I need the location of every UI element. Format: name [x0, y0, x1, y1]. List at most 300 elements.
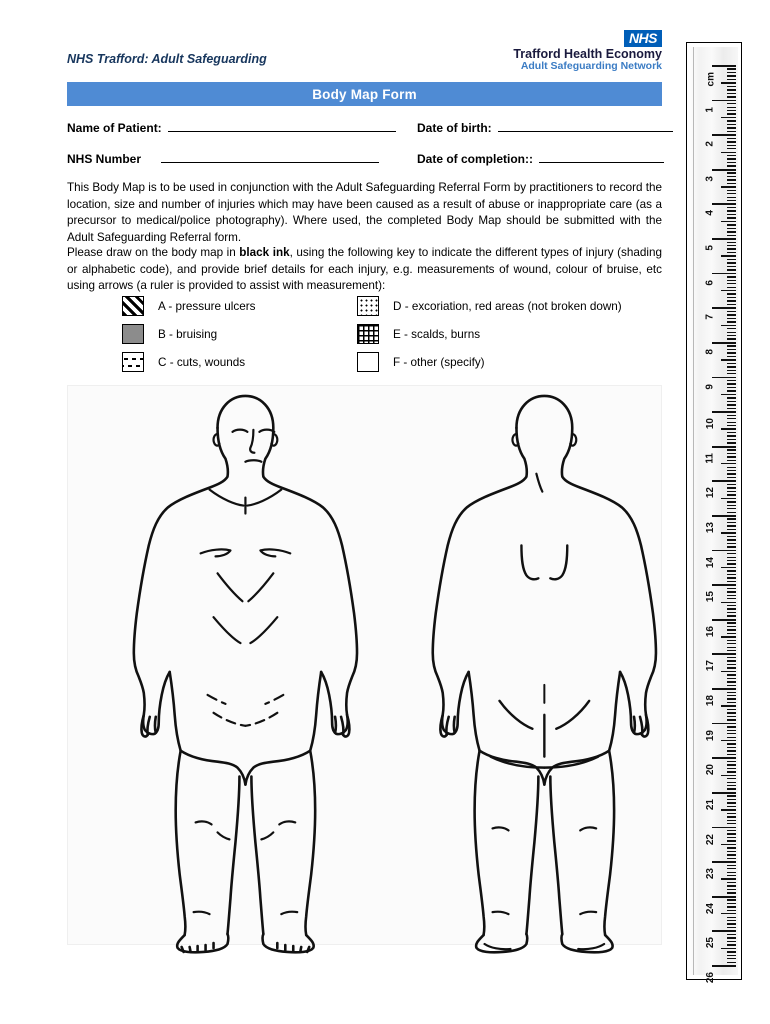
- ruler-tick: [727, 89, 736, 90]
- field-date-of-birth: [417, 120, 673, 135]
- nhs-logo: NHS: [624, 30, 662, 47]
- ruler-tick: [727, 529, 736, 530]
- ruler-tick: [727, 422, 736, 423]
- legend-label-e: E - scalds, burns: [393, 327, 481, 341]
- ruler-tick: [727, 598, 736, 599]
- ruler-tick: [727, 813, 736, 814]
- ruler-tick: [727, 833, 736, 834]
- ruler-tick: [727, 449, 736, 450]
- ruler-tick: [712, 480, 736, 482]
- ruler-tick: [727, 865, 736, 866]
- ruler-tick: [727, 432, 736, 433]
- ruler-tick: [727, 820, 736, 821]
- ruler-tick: [727, 885, 736, 886]
- legend-label-b: B - bruising: [158, 327, 218, 341]
- pattern-swatch-diagonal-hatch-icon: [122, 296, 144, 316]
- ruler-tick: [727, 269, 736, 270]
- ruler-tick: [712, 757, 736, 759]
- ruler-tick: [721, 878, 736, 879]
- ruler-tick: [712, 134, 736, 136]
- ruler-tick: [727, 577, 736, 578]
- ruler-number: 24: [705, 902, 716, 914]
- ruler-tick: [727, 560, 736, 561]
- ruler-tick: [727, 453, 736, 454]
- ruler-tick: [712, 273, 736, 275]
- ruler-tick: [712, 619, 736, 621]
- ruler-unit-label: cm: [705, 72, 716, 87]
- ruler-tick: [727, 477, 736, 478]
- ruler-tick: [727, 937, 736, 938]
- ruler-tick: [727, 487, 736, 488]
- ruler-tick: [727, 595, 736, 596]
- ruler-tick: [727, 626, 736, 627]
- ruler-tick: [727, 518, 736, 519]
- date-of-birth-input[interactable]: [498, 120, 673, 132]
- adult-safeguarding-network-label: Adult Safeguarding Network: [520, 59, 662, 72]
- ruler-tick: [727, 124, 736, 125]
- legend-column-left: [122, 292, 255, 376]
- pattern-swatch-dashes-icon: [122, 352, 144, 372]
- ruler-tick: [712, 411, 736, 413]
- ruler-tick: [727, 145, 736, 146]
- ruler-tick: [727, 847, 736, 848]
- ruler-tick: [727, 283, 736, 284]
- ruler-tick: [727, 318, 736, 319]
- ruler-tick: [727, 276, 736, 277]
- ruler-tick: [727, 823, 736, 824]
- ruler-tick: [727, 491, 736, 492]
- ruler-tick: [727, 505, 736, 506]
- ruler-tick: [727, 297, 736, 298]
- ruler-tick: [721, 705, 736, 706]
- ruler-tick: [721, 740, 736, 741]
- ruler-tick: [727, 685, 736, 686]
- ruler-tick: [727, 899, 736, 900]
- ruler-tick: [727, 252, 736, 253]
- legend-item-c: [122, 348, 255, 376]
- ruler-tick: [727, 352, 736, 353]
- ruler-scale: [690, 47, 738, 984]
- ruler-tick: [727, 383, 736, 384]
- ruler-tick: [727, 242, 736, 243]
- ruler-tick: [727, 747, 736, 748]
- ruler-tick: [727, 103, 736, 104]
- field-date-of-completion: [417, 151, 664, 166]
- ruler-tick: [712, 861, 736, 863]
- ruler-number: 13: [705, 522, 716, 534]
- ruler-number: 3: [705, 175, 716, 182]
- injury-key-legend: [67, 292, 662, 376]
- ruler-tick: [727, 165, 736, 166]
- ruler-tick: [727, 840, 736, 841]
- ruler-tick: [727, 96, 736, 97]
- intro-paragraph: This Body Map is to be used in conjunction with the Adult Safeguarding Referral Form by practitioners to record the location, size and number of injuries which may have been caused as a result of abuse or inappropriate care (as a precursor to medical/police photography). Where used, the completed Body Map should be submitted with the Adult Safeguarding Referral form.: [67, 181, 662, 244]
- ruler-tick: [727, 131, 736, 132]
- ruler-tick: [727, 782, 736, 783]
- ruler-tick: [727, 162, 736, 163]
- ruler-tick: [727, 574, 736, 575]
- ruler-number: 14: [705, 556, 716, 568]
- instruction-text-pre: Please draw on the body map in: [67, 246, 240, 259]
- ruler-tick: [727, 557, 736, 558]
- pattern-swatch-solid-grey-icon: [122, 324, 144, 344]
- ruler-tick: [712, 169, 736, 171]
- ruler-tick: [727, 917, 736, 918]
- ruler-tick: [727, 726, 736, 727]
- instruction-text-emphasis: black ink: [239, 246, 290, 259]
- ruler-tick: [727, 563, 736, 564]
- ruler-tick: [727, 785, 736, 786]
- ruler-tick: [727, 851, 736, 852]
- ruler-tick: [727, 214, 736, 215]
- instruction-paragraph: [67, 245, 662, 295]
- ruler-tick: [721, 394, 736, 395]
- ruler-tick: [727, 889, 736, 890]
- ruler-tick: [712, 827, 736, 829]
- ruler-tick: [727, 501, 736, 502]
- ruler-tick: [727, 681, 736, 682]
- ruler-tick: [727, 588, 736, 589]
- ruler-tick: [727, 473, 736, 474]
- ruler-number: 6: [705, 279, 716, 286]
- ruler-number: 8: [705, 348, 716, 355]
- ruler-tick: [727, 207, 736, 208]
- ruler-tick: [727, 622, 736, 623]
- legend-column-right: [357, 292, 622, 376]
- ruler-tick: [727, 858, 736, 859]
- ruler-tick: [727, 408, 736, 409]
- ruler-tick: [727, 224, 736, 225]
- ruler-tick: [727, 709, 736, 710]
- ruler-tick: [727, 539, 736, 540]
- ruler-tick: [712, 342, 736, 344]
- ruler-tick: [727, 183, 736, 184]
- ruler-tick: [727, 795, 736, 796]
- ruler-tick: [712, 584, 736, 586]
- ruler-tick: [712, 65, 736, 67]
- ruler-tick: [727, 356, 736, 357]
- ruler-tick: [727, 660, 736, 661]
- ruler-tick: [727, 962, 736, 963]
- ruler-number: 10: [705, 418, 716, 430]
- ruler-tick: [727, 605, 736, 606]
- ruler-tick: [727, 321, 736, 322]
- legend-item-e: [357, 320, 622, 348]
- ruler-tick: [727, 210, 736, 211]
- ruler-tick: [727, 608, 736, 609]
- ruler-number: 12: [705, 487, 716, 499]
- legend-item-b: [122, 320, 255, 348]
- ruler-tick: [727, 546, 736, 547]
- ruler-tick: [721, 117, 736, 118]
- ruler-tick: [727, 401, 736, 402]
- ruler-tick: [727, 643, 736, 644]
- field-row-1: [67, 118, 662, 166]
- ruler-tick: [727, 259, 736, 260]
- ruler-tick: [727, 349, 736, 350]
- ruler-tick: [727, 158, 736, 159]
- ruler-tick: [712, 515, 736, 517]
- ruler-tick: [721, 221, 736, 222]
- ruler-tick: [727, 553, 736, 554]
- ruler-number: 4: [705, 210, 716, 217]
- ruler-tick: [727, 941, 736, 942]
- field-name-of-patient: [67, 120, 396, 135]
- ruler-tick: [727, 235, 736, 236]
- ruler-tick: [727, 93, 736, 94]
- ruler-tick: [727, 934, 736, 935]
- ruler-tick: [727, 958, 736, 959]
- ruler-tick: [727, 667, 736, 668]
- ruler-tick: [727, 920, 736, 921]
- ruler-number: 5: [705, 245, 716, 251]
- ruler-tick: [727, 366, 736, 367]
- nhs-logo-block: [513, 30, 662, 72]
- ruler-tick: [727, 882, 736, 883]
- ruler-tick: [727, 923, 736, 924]
- ruler-tick: [712, 792, 736, 794]
- ruler-number: 17: [705, 660, 716, 672]
- ruler-tick: [727, 754, 736, 755]
- ruler-tick: [727, 304, 736, 305]
- ruler-tick: [727, 370, 736, 371]
- ruler-number: 9: [705, 383, 716, 390]
- ruler-tick: [727, 778, 736, 779]
- ruler-number: 11: [705, 452, 716, 464]
- ruler-tick: [712, 377, 736, 379]
- ruler-tick: [721, 428, 736, 429]
- ruler-tick: [727, 387, 736, 388]
- ruler-tick: [727, 525, 736, 526]
- ruler-tick: [727, 764, 736, 765]
- ruler-tick: [721, 532, 736, 533]
- ruler-tick: [727, 543, 736, 544]
- ruler-tick: [727, 712, 736, 713]
- ruler-tick: [727, 903, 736, 904]
- ruler-tick: [727, 138, 736, 139]
- ruler-tick: [727, 245, 736, 246]
- ruler-tick: [727, 86, 736, 87]
- ruler-tick: [721, 913, 736, 914]
- ruler-tick: [727, 141, 736, 142]
- ruler-tick: [721, 844, 736, 845]
- ruler-tick: [712, 307, 736, 309]
- ruler-tick: [727, 470, 736, 471]
- ruler-tick: [727, 380, 736, 381]
- ruler-number: 22: [705, 833, 716, 845]
- ruler-tick: [727, 335, 736, 336]
- ruler-number: 25: [705, 937, 716, 949]
- legend-item-d: [357, 292, 622, 320]
- ruler-tick: [712, 238, 736, 240]
- ruler-tick: [727, 155, 736, 156]
- ruler-number: 1: [705, 106, 716, 113]
- ruler-tick: [727, 951, 736, 952]
- ruler-tick: [727, 345, 736, 346]
- ruler-tick: [727, 927, 736, 928]
- ruler-number: 15: [705, 591, 716, 603]
- nhs-number-input[interactable]: [161, 151, 379, 163]
- ruler-tick: [727, 854, 736, 855]
- ruler-tick: [721, 948, 736, 949]
- ruler-tick: [727, 415, 736, 416]
- ruler-tick: [727, 404, 736, 405]
- ruler-tick: [727, 788, 736, 789]
- org-title: NHS Trafford: Adult Safeguarding: [67, 52, 267, 66]
- ruler-tick: [727, 695, 736, 696]
- nhs-number-label: NHS Number: [67, 152, 142, 166]
- pattern-swatch-dots-icon: [357, 296, 379, 316]
- ruler-tick: [727, 591, 736, 592]
- ruler-number: 20: [705, 764, 716, 776]
- ruler-tick: [727, 702, 736, 703]
- banner-title: Body Map Form: [67, 82, 662, 106]
- ruler-tick: [727, 120, 736, 121]
- ruler-tick: [712, 100, 736, 102]
- ruler-tick: [727, 113, 736, 114]
- ruler-tick: [727, 640, 736, 641]
- ruler-tick: [727, 678, 736, 679]
- ruler-tick: [712, 688, 736, 690]
- ruler-tick: [712, 653, 736, 655]
- ruler-tick: [727, 79, 736, 80]
- ruler-tick: [727, 806, 736, 807]
- ruler-tick: [721, 671, 736, 672]
- ruler-tick: [727, 733, 736, 734]
- name-of-patient-input[interactable]: [168, 120, 396, 132]
- ruler-number: 16: [705, 625, 716, 637]
- ruler-tick: [727, 647, 736, 648]
- ruler-tick: [727, 373, 736, 374]
- ruler-edge: [693, 47, 694, 975]
- ruler-tick: [721, 567, 736, 568]
- ruler-tick: [727, 837, 736, 838]
- date-of-completion-label: Date of completion::: [417, 152, 533, 166]
- ruler-tick: [712, 203, 736, 205]
- legend-label-a: A - pressure ulcers: [158, 299, 256, 313]
- ruler-tick: [727, 287, 736, 288]
- ruler-tick: [727, 435, 736, 436]
- ruler-tick: [727, 266, 736, 267]
- ruler-tick: [721, 359, 736, 360]
- ruler-tick: [727, 300, 736, 301]
- ruler-tick: [727, 217, 736, 218]
- ruler-tick: [727, 456, 736, 457]
- ruler-tick: [727, 872, 736, 873]
- ruler-tick: [727, 522, 736, 523]
- ruler-tick: [727, 650, 736, 651]
- ruler-tick: [712, 896, 736, 898]
- ruler-tick: [727, 508, 736, 509]
- ruler-tick: [727, 906, 736, 907]
- ruler-tick: [727, 512, 736, 513]
- ruler-tick: [727, 293, 736, 294]
- ruler-tick: [727, 127, 736, 128]
- ruler-tick: [712, 550, 736, 552]
- ruler-tick: [727, 280, 736, 281]
- anterior-body-outline: [134, 396, 357, 952]
- ruler-tick: [727, 176, 736, 177]
- ruler-tick: [727, 75, 736, 76]
- date-of-birth-label: Date of birth:: [417, 121, 492, 135]
- legend-label-f: F - other (specify): [393, 355, 485, 369]
- ruler-tick: [727, 442, 736, 443]
- ruler-tick: [727, 172, 736, 173]
- page-header: [67, 30, 662, 84]
- ruler-tick: [727, 193, 736, 194]
- legend-item-a: [122, 292, 255, 320]
- ruler-tick: [721, 152, 736, 153]
- ruler-tick: [721, 325, 736, 326]
- ruler-tick: [727, 944, 736, 945]
- ruler-tick: [712, 930, 736, 932]
- date-of-completion-input[interactable]: [539, 151, 664, 163]
- ruler-tick: [721, 82, 736, 83]
- ruler-tick: [721, 809, 736, 810]
- legend-label-c: C - cuts, wounds: [158, 355, 246, 369]
- ruler-tick: [727, 892, 736, 893]
- body-map-drawing-area[interactable]: [67, 385, 662, 945]
- ruler-number: 2: [705, 141, 716, 147]
- ruler-tick: [727, 231, 736, 232]
- ruler-tick: [721, 602, 736, 603]
- ruler-tick: [727, 799, 736, 800]
- ruler-tick: [727, 190, 736, 191]
- ruler-number: 18: [705, 695, 716, 707]
- ruler-tick: [721, 636, 736, 637]
- ruler-number: 7: [705, 314, 716, 320]
- ruler-tick: [727, 494, 736, 495]
- ruler-tick: [727, 425, 736, 426]
- ruler-tick: [727, 328, 736, 329]
- ruler-tick: [727, 802, 736, 803]
- ruler-number: 19: [705, 729, 716, 741]
- ruler-tick: [727, 311, 736, 312]
- ruler-tick: [727, 484, 736, 485]
- ruler-tick: [727, 439, 736, 440]
- ruler-tick: [712, 446, 736, 448]
- ruler-tick: [721, 463, 736, 464]
- ruler-tick: [712, 965, 736, 967]
- ruler-tick: [721, 186, 736, 187]
- pattern-swatch-grid-icon: [357, 324, 379, 344]
- ruler-tick: [727, 314, 736, 315]
- ruler-tick: [727, 200, 736, 201]
- ruler-tick: [727, 197, 736, 198]
- ruler-tick: [721, 255, 736, 256]
- field-nhs-number: [67, 151, 379, 166]
- ruler-tick: [727, 615, 736, 616]
- ruler-tick: [727, 418, 736, 419]
- trafford-health-economy-label: Trafford Health Economy: [513, 46, 662, 61]
- ruler-tick: [727, 955, 736, 956]
- ruler-tick: [721, 775, 736, 776]
- legend-item-f: [357, 348, 622, 376]
- ruler-tick: [727, 716, 736, 717]
- ruler-tick: [727, 72, 736, 73]
- ruler-tick: [727, 743, 736, 744]
- ruler-tick: [727, 868, 736, 869]
- ruler-tick: [727, 830, 736, 831]
- ruler-tick: [727, 228, 736, 229]
- ruler-number: 23: [705, 868, 716, 880]
- ruler-tick: [727, 570, 736, 571]
- name-of-patient-label: Name of Patient:: [67, 121, 162, 135]
- ruler-tick: [727, 332, 736, 333]
- ruler-tick: [721, 290, 736, 291]
- instruction-text-post: , using the following key to indicate the different types of injury (shading or alphabetic code), and provide brief details for each injury, e.g. measurements of wound, colour of bruise, etc using arrows (a ruler is provided to assist with measurement):: [67, 246, 662, 293]
- ruler-tick: [727, 248, 736, 249]
